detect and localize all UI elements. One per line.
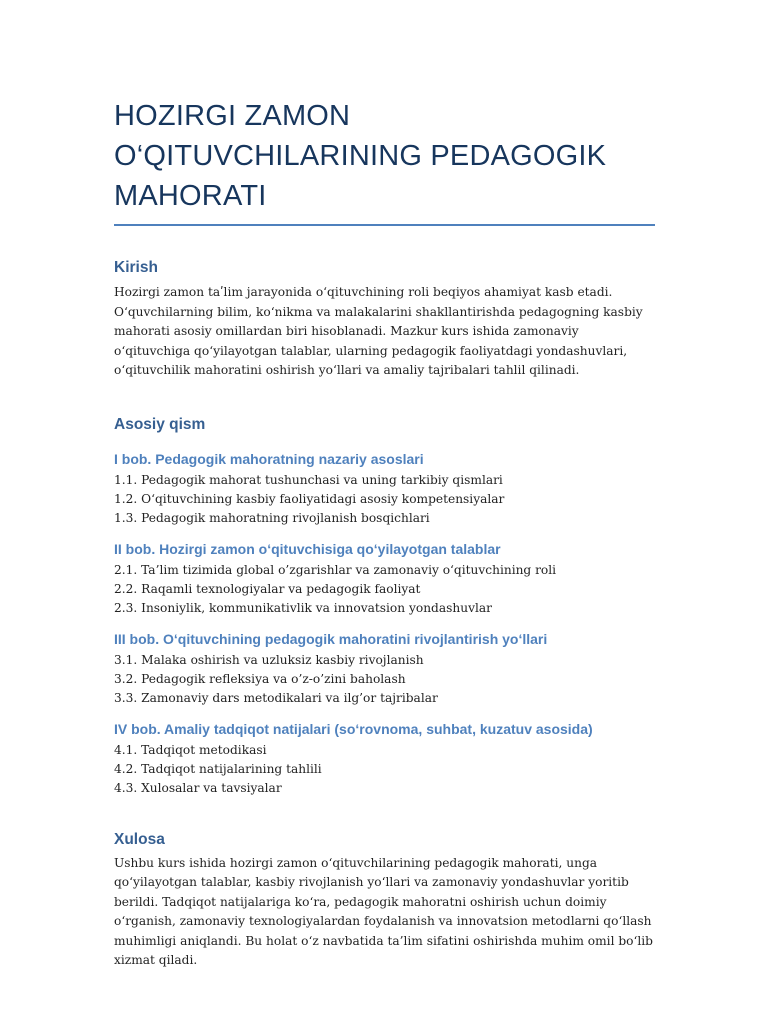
conclusion-heading: Xulosa <box>114 830 165 848</box>
chapter-2-list <box>114 561 656 618</box>
chapter-3-title: III bob. O‘qituvchining pedagogik mahoratini rivojlantirish yo‘llari <box>114 630 548 647</box>
list-item: 1.3. Pedagogik mahoratning rivojlanish bosqichlari <box>114 510 430 525</box>
list-item: 2.1. Ta’lim tizimida global o’zgarishlar va zamonaviy o‘qituvchining roli <box>114 562 557 577</box>
list-item: 3.2. Pedagogik refleksiya va o’z-o’zini baholash <box>114 671 406 686</box>
list-item: 2.3. Insoniylik, kommunikativlik va innovatsion yondashuvlar <box>114 600 492 615</box>
list-item: 4.2. Tadqiqot natijalarining tahlili <box>114 761 322 776</box>
chapter-2-title: II bob. Hozirgi zamon o‘qituvchisiga qo‘yilayotgan talablar <box>114 540 501 557</box>
intro-paragraph: Hozirgi zamon taʹlim jarayonida o‘qituvchining roli beqiyos ahamiyat kasb etadi. O‘quvchilarning bilim, ko‘nikma va malakalarini shakllantirishda pedagogning kasbiy mahorati asosiy omillardan biri hisoblanadi. Mazkur kurs ishida zamonaviy o‘qituvchiga qo‘yilayotgan talablar, ularning pedagogik faoliyatdagi yondashuvlari, o‘qituvchilik mahoratini oshirish yo‘llari va amaliy tajribalari tahlil qilinadi. <box>114 285 643 377</box>
intro-heading: Kirish <box>114 259 158 276</box>
list-item: 4.1. Tadqiqot metodikasi <box>114 742 267 757</box>
title-underline <box>114 224 655 226</box>
list-item: 3.3. Zamonaviy dars metodikalari va ilg’or tajribalar <box>114 690 438 705</box>
conclusion-section <box>114 829 656 971</box>
list-item: 1.1. Pedagogik mahorat tushunchasi va uning tarkibiy qismlari <box>114 472 503 487</box>
chapter-3-list <box>114 651 656 708</box>
chapter-1-title: I bob. Pedagogik mahoratning nazariy asoslari <box>114 450 424 467</box>
list-item: 4.3. Xulosalar va tavsiyalar <box>114 780 282 795</box>
document-title: HOZIRGI ZAMON O‘QITUVCHILARINING PEDAGOGIK MAHORATI <box>114 100 607 212</box>
chapter-4-list <box>114 741 656 798</box>
list-item: 2.2. Raqamli texnologiyalar va pedagogik faoliyat <box>114 581 421 596</box>
main-heading: Asosiy qism <box>114 415 206 433</box>
list-item: 3.1. Malaka oshirish va uzluksiz kasbiy rivojlanish <box>114 652 424 667</box>
document-page <box>114 0 656 971</box>
chapter-4-title: IV bob. Amaliy tadqiqot natijalari (so‘rovnoma, suhbat, kuzatuv asosida) <box>114 720 593 737</box>
list-item: 1.2. O‘qituvchining kasbiy faoliyatidagi asosiy kompetensiyalar <box>114 491 505 506</box>
chapter-1-list <box>114 471 656 528</box>
intro-section <box>114 257 656 381</box>
main-section <box>114 414 656 798</box>
conclusion-paragraph: Ushbu kurs ishida hozirgi zamon o‘qituvchilarining pedagogik mahorati, unga qo‘yilayotgan talablar, kasbiy rivojlanish yo‘llari va zamonaviy yondashuvlar yoritib berildi. Tadqiqot natijalariga ko‘ra, pedagogik mahoratni oshirish uchun doimiy o‘rganish, zamonaviy texnologiyalardan foydalanish va innovatsion metodlarni qo‘llash muhimligi aniqlandi. Bu holat o‘z navbatida ta’lim sifatini oshirishda muhim omil bo‘lib xizmat qiladi. <box>114 855 653 967</box>
